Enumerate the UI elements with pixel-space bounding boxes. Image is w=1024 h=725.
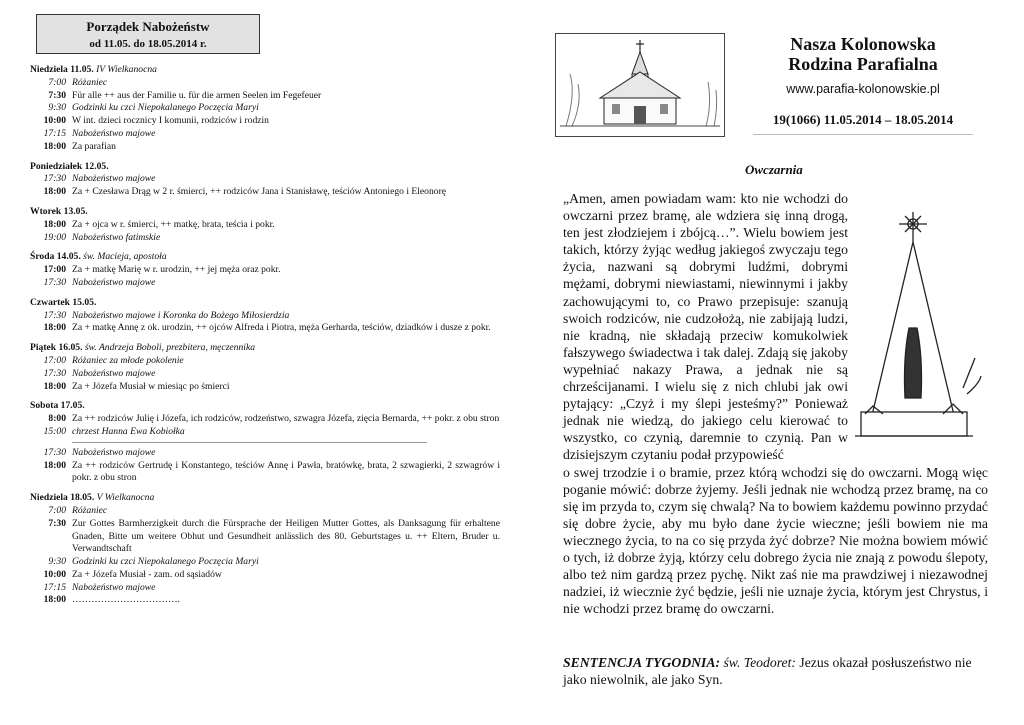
schedule-header-box bbox=[36, 14, 260, 54]
article-wrapped-text: „Amen, amen powiadam wam: kto nie wchodzi do owczarni przez bramę, ale wdziera się inną drogą, ten jest złodziejem i zbójcą…”. Wielu bowiem jest takich, którzy żyjąc według jakiegoś zwyczaju tego życia, nazwani są dobrymi ludźmi, dobrymi mężami, dobrymi niewiastami, niewinnymi i jakby zachowującymi to, co Prawo przepisuje: szanują swoich rodziców, nie cudzołożą, nie zabijają ludzi, nie kradną, nie składają przeciw komukolwiek fałszywego świadectwa i tak dalej. Zdają się jakoby wypełniać nakazy Prawa, a jednak nie są chrześcijanami. I wielu się z nich chlubi jak owi pytający: „Czyż i my ślepi jesteśmy?” Ponieważ jednak nie wiedzą, do jakiego celu kierować to wszystko, co czynią, daremnie to czynią. Pan w dzisiejszym czytaniu podał przypowieść bbox=[563, 191, 848, 463]
day-name: Wtorek 13.05. bbox=[30, 205, 88, 217]
schedule-list bbox=[30, 64, 500, 607]
masthead-title-line2: Rodzina Parafialna bbox=[788, 54, 938, 74]
day-heading bbox=[30, 400, 500, 413]
day-block bbox=[30, 161, 500, 199]
schedule-entry bbox=[30, 128, 500, 141]
schedule-entry bbox=[30, 219, 500, 232]
entry-text: Za + Czesława Drąg w 2 r. śmierci, ++ rodziców Jana i Stanisławę, teściów Antoniego i Eleonorę bbox=[72, 186, 447, 198]
entry-time: 17:30 bbox=[43, 309, 66, 321]
schedule-entry bbox=[30, 569, 500, 582]
entry-text: Nabożeństwo majowe i Koronka do Bożego Miłosierdzia bbox=[72, 309, 290, 321]
schedule-entry bbox=[30, 173, 500, 186]
entry-time: 17:00 bbox=[43, 264, 66, 276]
entry-text: Za + Józefa Musiał - zam. od sąsiadów bbox=[72, 568, 222, 580]
schedule-entry bbox=[30, 381, 500, 394]
schedule-entry bbox=[30, 460, 500, 486]
day-name: Niedziela 18.05. bbox=[30, 492, 95, 504]
day-heading bbox=[30, 161, 500, 174]
entry-time: 10:00 bbox=[43, 115, 66, 127]
schedule-entry bbox=[30, 322, 500, 335]
entry-time: 8:00 bbox=[48, 413, 66, 425]
day-name: Niedziela 11.05. bbox=[30, 64, 94, 75]
schedule-entry bbox=[30, 556, 500, 569]
day-heading bbox=[30, 297, 500, 310]
day-heading bbox=[30, 206, 500, 219]
entry-time: 17:15 bbox=[43, 127, 66, 139]
entry-text: Nabożeństwo majowe bbox=[72, 173, 156, 185]
entry-text: Różaniec bbox=[72, 504, 108, 516]
schedule-entry bbox=[30, 186, 500, 199]
entry-time: 17:15 bbox=[43, 581, 66, 593]
entry-text: W int. dzieci rocznicy I komunii, rodziców i rodzin bbox=[72, 115, 269, 127]
masthead-url: www.parafia-kolonowskie.pl bbox=[786, 82, 940, 96]
schedule-entry bbox=[30, 90, 500, 103]
article-full-text: o swej trzodzie i o bramie, przez którą wchodzi się do owczarni. Mogą więc poganie mówić: dobrze żyjemy. Jeśli jednak nie wchodzą przez bramę, na co się im przyda to, czym się chwalą? Na to bowiem każdemu powinno przydać się dobre życie, aby mu było dane życie wieczne; jeśli bowiem nie ma wiecznego życia, to na co się przyda żyć dobrze? Nie można bowiem mówić o tych, iż dobrze żyją, którzy celu dobrego życia nie znają z powodu ślepoty, albo też nim gardzą przez pychę. Nikt zaś nie ma prawdziwej i niezawodnej nadziei, iż wiecznie żyć będzie, jeśli nie uznaje życia, którym jest Chrystus, i nie wchodzi przez bramę do owczarni. bbox=[563, 464, 988, 617]
entry-text: Für alle ++ aus der Familie u. für die armen Seelen im Fegefeuer bbox=[72, 89, 322, 101]
entry-time: 7:00 bbox=[48, 504, 66, 516]
church-drawing-image bbox=[555, 33, 725, 137]
entry-text: Za parafian bbox=[72, 140, 116, 152]
sentence-text: Jezus okazał posłuszeństwo nie jako niewolnik, ale jako Syn. bbox=[563, 655, 972, 688]
entry-text: Godzinki ku czci Niepokalanego Poczęcia Maryi bbox=[72, 102, 259, 114]
day-block bbox=[30, 342, 500, 393]
entry-time: 17:30 bbox=[43, 367, 66, 379]
day-feast: IV Wielkanocna bbox=[96, 64, 157, 75]
entry-time: 9:30 bbox=[48, 102, 66, 114]
schedule-entry bbox=[30, 518, 500, 556]
entry-time: 9:30 bbox=[48, 556, 66, 568]
entry-time: 17:00 bbox=[43, 354, 66, 366]
entry-text: Za ++ rodziców Gertrudę i Konstantego, teściów Annę i Pawła, bratówkę, brata, 2 szwagierki, 2 szwagrów i pokr. z obu stron bbox=[72, 459, 500, 484]
entry-text: Za + ojca w r. śmierci, ++ matkę, brata, teścia i pokr. bbox=[72, 218, 275, 230]
schedule-entry bbox=[30, 413, 500, 426]
day-block bbox=[30, 400, 500, 485]
schedule-dates: od 11.05. do 18.05.2014 r. bbox=[89, 38, 207, 50]
day-block bbox=[30, 64, 500, 154]
schedule-entry bbox=[30, 232, 500, 245]
entry-text: Zur Gottes Barmherzigkeit durch die Fürsprache der Heiligen Mutter Gottes, als Danksagung für erhaltene Gnaden, Bitte um weitere Obhut und Gesundheit anlässlich des 80. Geburtstages u. ++ Eltern, Bruder u. Verwandtschaft bbox=[72, 517, 500, 555]
entry-text: Godzinki ku czci Niepokalanego Poczęcia Maryi bbox=[72, 556, 259, 568]
entry-time: 18:00 bbox=[43, 380, 66, 392]
entry-time: 18:00 bbox=[43, 459, 66, 471]
entry-text: Nabożeństwo majowe bbox=[72, 276, 156, 288]
article-title: Owczarnia bbox=[745, 162, 803, 177]
day-block bbox=[30, 297, 500, 335]
schedule-entry bbox=[30, 102, 500, 115]
mass-schedule-column bbox=[30, 14, 500, 614]
entry-text: ……………………………. bbox=[72, 594, 180, 606]
day-name: Poniedziałek 12.05. bbox=[30, 160, 109, 172]
schedule-entry bbox=[30, 505, 500, 518]
schedule-entry bbox=[30, 141, 500, 154]
sentence-author: św. Teodoret: bbox=[723, 655, 796, 670]
day-feast: św. Andrzeja Boboli, prezbitera, męczennika bbox=[84, 342, 255, 354]
schedule-entry bbox=[30, 277, 500, 290]
entry-time: 18:00 bbox=[43, 594, 66, 606]
entry-time: 19:00 bbox=[43, 231, 66, 243]
entry-time: 7:30 bbox=[48, 517, 66, 529]
day-name: Czwartek 15.05. bbox=[30, 296, 97, 308]
schedule-entry bbox=[30, 264, 500, 277]
entry-divider bbox=[72, 442, 427, 443]
entry-text: Różaniec za młode pokolenie bbox=[72, 354, 184, 366]
entry-time: 18:00 bbox=[43, 218, 66, 230]
entry-text: Nabożeństwo majowe bbox=[72, 367, 156, 379]
entry-text: Nabożeństwo fatimskie bbox=[72, 231, 161, 243]
day-feast: V Wielkanocna bbox=[96, 492, 155, 504]
day-heading bbox=[30, 342, 500, 355]
entry-time: 18:00 bbox=[43, 186, 66, 198]
sentence-label: SENTENCJA TYGODNIA: bbox=[563, 655, 721, 670]
entry-text: Za + matkę Annę z ok. urodzin, ++ ojców Alfreda i Piotra, męża Gerharda, teściów, dziadków i dusze z pokr. bbox=[72, 322, 491, 334]
day-name: Piątek 16.05. bbox=[30, 342, 83, 354]
masthead bbox=[743, 34, 983, 135]
day-name: Sobota 17.05. bbox=[30, 400, 85, 412]
day-heading bbox=[30, 64, 500, 77]
entry-time: 7:00 bbox=[48, 76, 66, 88]
entry-text: Za ++ rodziców Julię i Józefa, ich rodziców, rodzeństwo, szwagra Józefa, zięcia Bernarda, ++ pokr. z obu stron bbox=[72, 413, 500, 425]
day-heading bbox=[30, 251, 500, 264]
entry-time: 18:00 bbox=[43, 140, 66, 152]
schedule-entry bbox=[30, 77, 500, 90]
day-block bbox=[30, 492, 500, 607]
sentence-of-week bbox=[563, 654, 988, 688]
entry-text: Za + matkę Marię w r. urodzin, ++ jej męża oraz pokr. bbox=[72, 264, 281, 276]
entry-text: Nabożeństwo majowe bbox=[72, 446, 156, 458]
schedule-entry bbox=[30, 368, 500, 381]
schedule-entry bbox=[30, 582, 500, 595]
schedule-entry bbox=[30, 115, 500, 128]
article-body bbox=[563, 190, 988, 617]
day-feast: św. Macieja, apostoła bbox=[83, 251, 167, 263]
entry-text: Różaniec bbox=[72, 76, 108, 88]
masthead-title-line1: Nasza Kolonowska bbox=[790, 34, 936, 54]
schedule-entry bbox=[30, 310, 500, 323]
entry-time: 10:00 bbox=[43, 568, 66, 580]
day-block bbox=[30, 206, 500, 244]
entry-time: 17:30 bbox=[43, 173, 66, 185]
schedule-entry bbox=[30, 594, 500, 607]
day-name: Środa 14.05. bbox=[30, 251, 81, 263]
entry-text: Nabożeństwo majowe bbox=[72, 581, 156, 593]
day-heading bbox=[30, 492, 500, 505]
masthead-divider bbox=[753, 134, 973, 135]
day-block bbox=[30, 251, 500, 289]
entry-time: 18:00 bbox=[43, 322, 66, 334]
issue-number: 19(1066) 11.05.2014 – 18.05.2014 bbox=[772, 112, 954, 127]
entry-text: Za + Józefa Musiał w miesiąc po śmierci bbox=[72, 380, 230, 392]
entry-text: chrzest Hanna Ewa Kobiołka bbox=[72, 425, 185, 437]
entry-time: 17:30 bbox=[43, 446, 66, 458]
entry-time: 15:00 bbox=[43, 425, 66, 437]
entry-time: 17:30 bbox=[43, 276, 66, 288]
schedule-entry bbox=[30, 426, 500, 439]
entry-time: 7:30 bbox=[48, 89, 66, 101]
schedule-title: Porządek Nabożeństw bbox=[86, 19, 210, 34]
schedule-entry bbox=[30, 355, 500, 368]
entry-text: Nabożeństwo majowe bbox=[72, 127, 156, 139]
schedule-entry bbox=[30, 447, 500, 460]
